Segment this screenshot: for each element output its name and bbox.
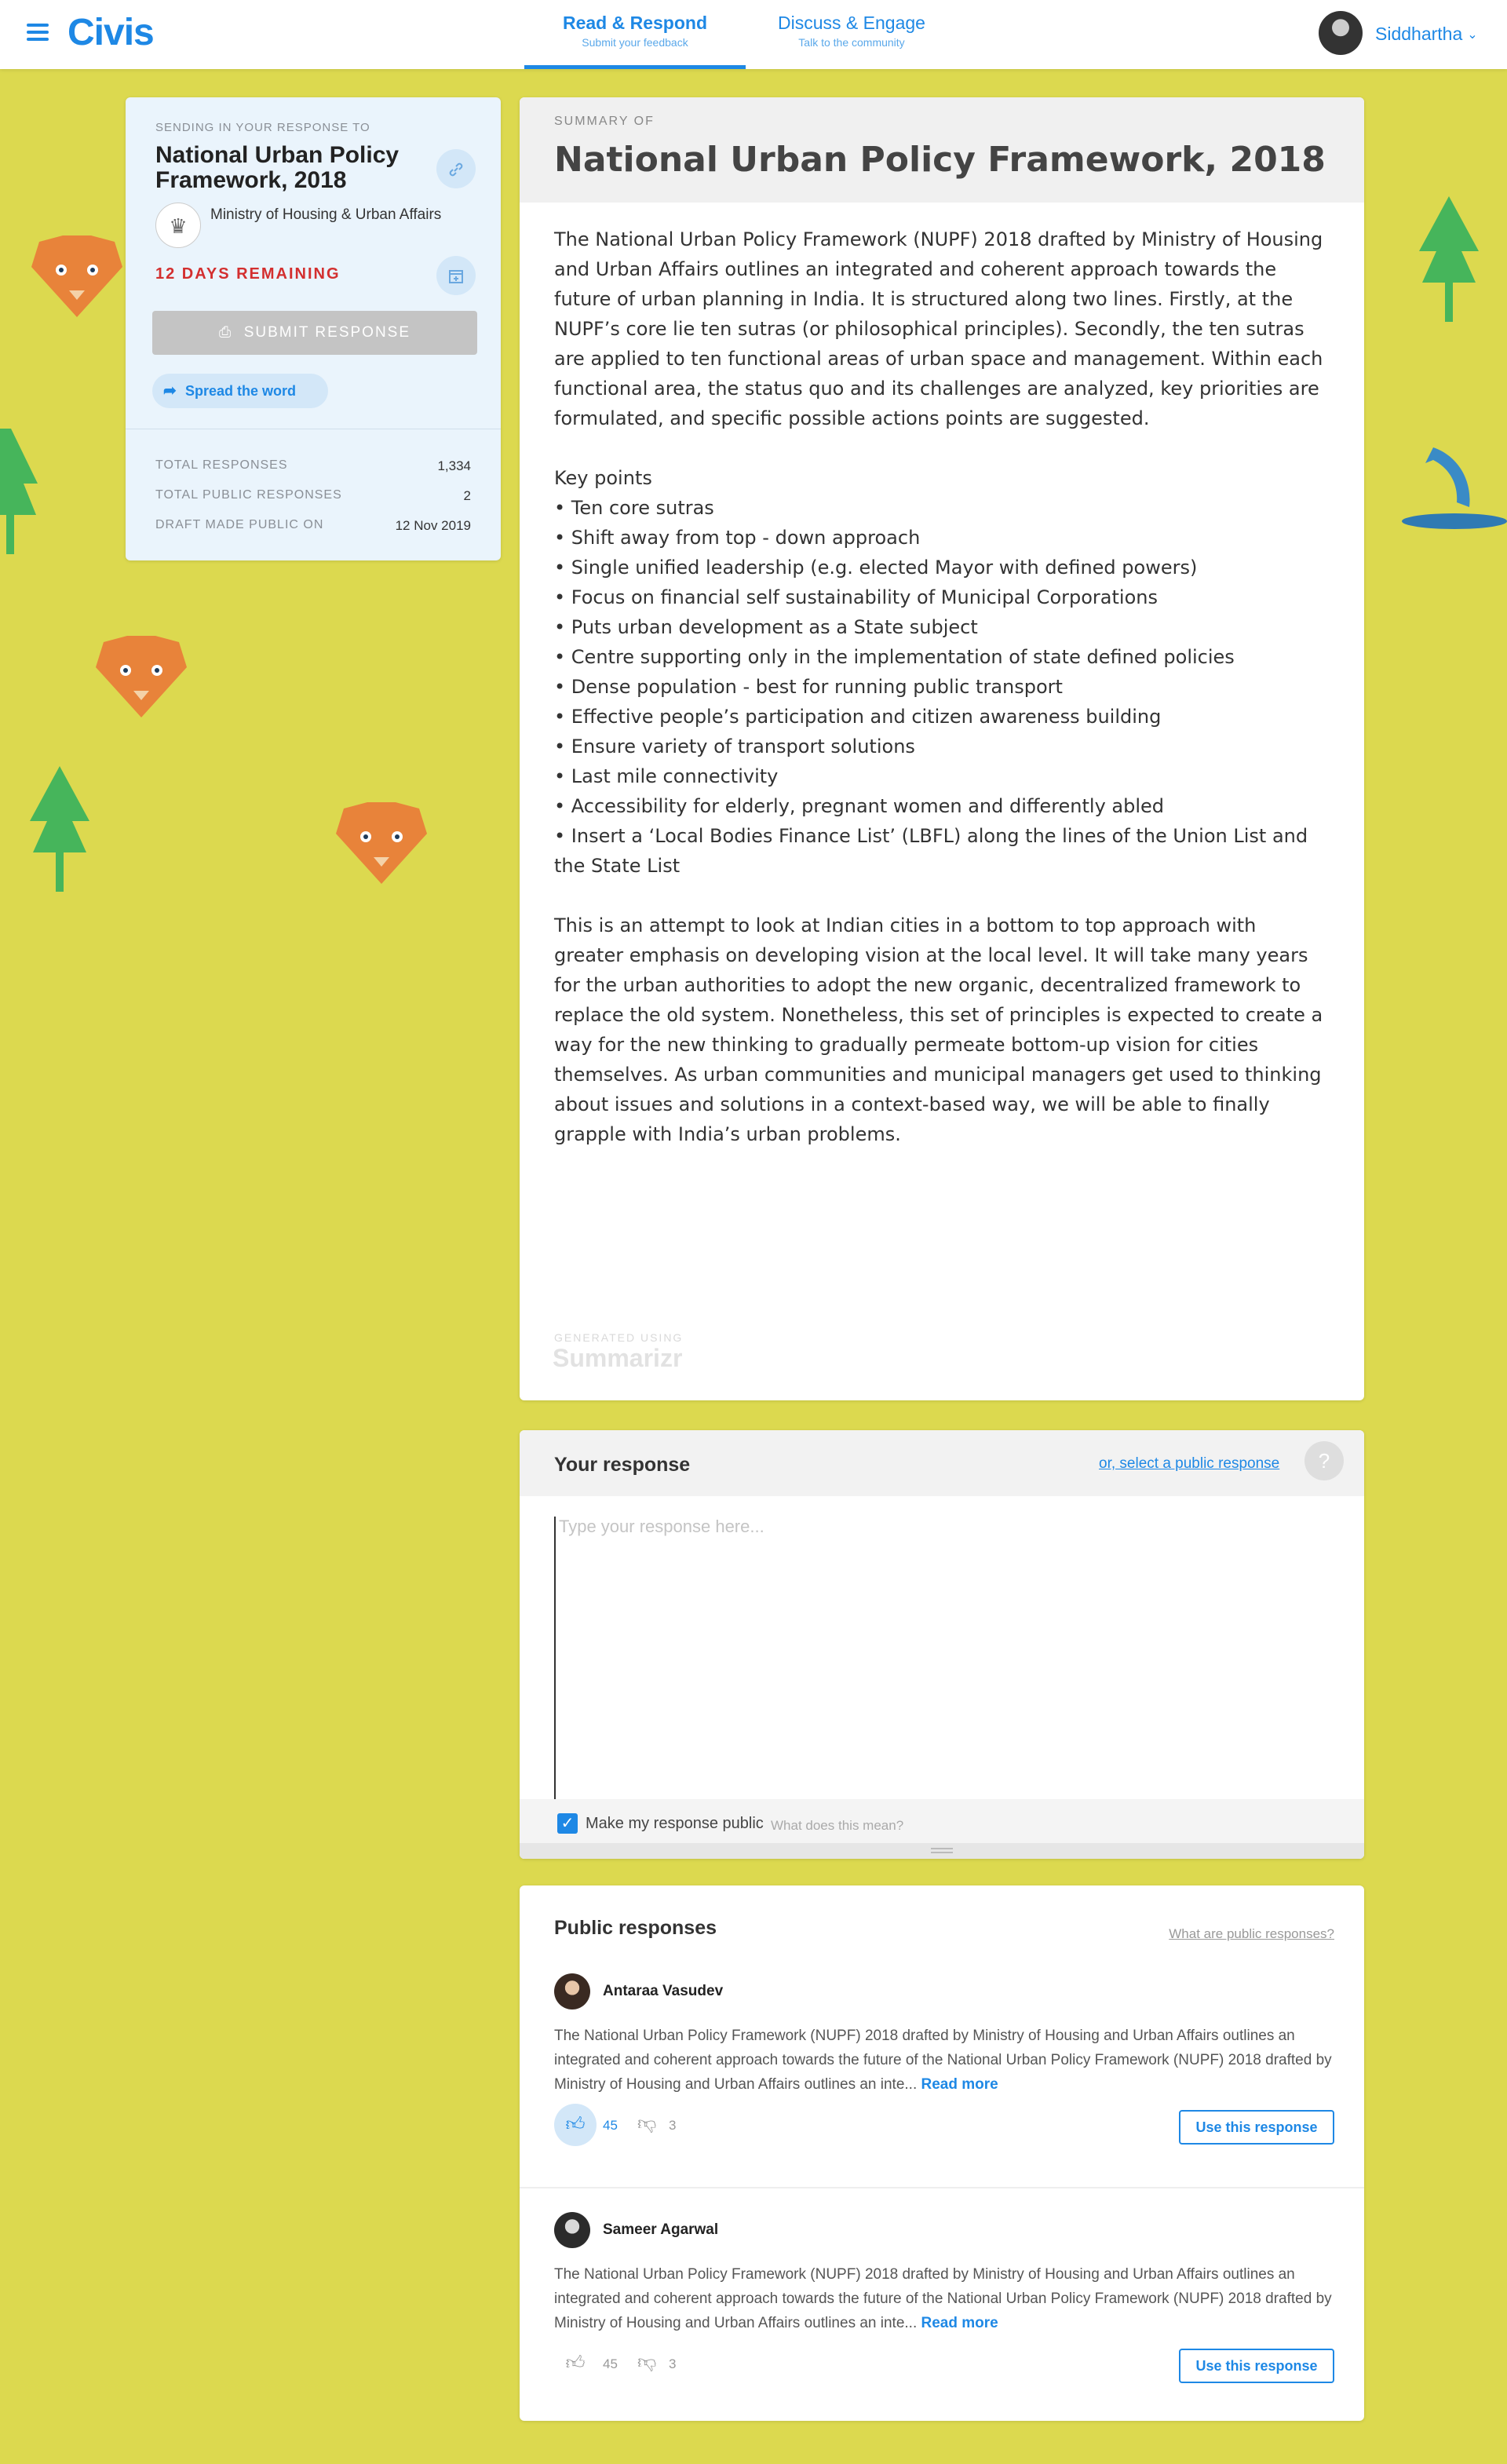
make-public-checkbox[interactable]: ✓ bbox=[557, 1813, 578, 1834]
consultation-info-card bbox=[126, 97, 501, 560]
tiger-icon bbox=[96, 636, 187, 717]
use-this-response-button[interactable]: Use this response bbox=[1179, 2349, 1334, 2383]
key-point: • Single unified leadership (e.g. elected Mayor with defined powers) bbox=[554, 553, 1331, 582]
calendar-icon[interactable] bbox=[436, 256, 476, 295]
response-footer bbox=[520, 1799, 1364, 1859]
thumbs-up-icon[interactable]: 👍︎ bbox=[565, 2353, 586, 2374]
tab-read-respond[interactable] bbox=[524, 13, 746, 69]
tab-discuss-engage[interactable] bbox=[754, 13, 950, 69]
user-menu[interactable] bbox=[1375, 24, 1478, 45]
avatar bbox=[554, 1973, 590, 2010]
public-responses-title: Public responses bbox=[554, 1917, 717, 1939]
key-point: • Insert a ‘Local Bodies Finance List’ (LBFL) along the lines of the Union List and the State List bbox=[554, 821, 1331, 881]
hamburger-icon[interactable] bbox=[27, 24, 49, 42]
stat-value: 1,334 bbox=[437, 458, 471, 473]
help-icon[interactable]: ? bbox=[1304, 1441, 1344, 1480]
key-points-list bbox=[554, 493, 1331, 881]
tiger-icon bbox=[336, 802, 427, 884]
summary-card bbox=[520, 97, 1364, 1400]
like-count: 45 bbox=[603, 2356, 618, 2371]
key-point: • Dense population - best for running public transport bbox=[554, 672, 1331, 702]
tree-decoration bbox=[0, 429, 38, 554]
excerpt-text: The National Urban Policy Framework (NUPF) 2018 drafted by Ministry of Housing and Urban Affairs outlines an integrated and coherent approach towards the future of the National Urban Policy Framework (NUPF) 2018 drafted by Ministry of Housing and Urban Affairs outlines an inte... bbox=[554, 2266, 1332, 2331]
stat-draft-public-date bbox=[155, 518, 471, 532]
thumbs-down-icon[interactable]: 👎︎ bbox=[637, 2352, 657, 2373]
spread-the-word-button[interactable] bbox=[152, 374, 328, 408]
avatar[interactable] bbox=[1319, 11, 1363, 55]
read-more-link[interactable]: Read more bbox=[921, 2315, 998, 2331]
stat-value: 12 Nov 2019 bbox=[395, 518, 471, 533]
sending-caption: SENDING IN YOUR RESPONSE TO bbox=[155, 121, 370, 134]
tree-decoration bbox=[1419, 196, 1479, 322]
thumbs-down-icon[interactable]: 👎︎ bbox=[637, 2113, 657, 2134]
response-header bbox=[520, 1430, 1364, 1496]
spread-label: Spread the word bbox=[185, 383, 297, 399]
stat-public-responses bbox=[155, 488, 471, 502]
key-point: • Accessibility for elderly, pregnant women and differently abled bbox=[554, 791, 1331, 821]
make-public-label: Make my response public bbox=[586, 1815, 764, 1832]
dislike-count: 3 bbox=[669, 2118, 677, 2133]
use-this-response-button[interactable]: Use this response bbox=[1179, 2110, 1334, 2145]
consultation-title: National Urban Policy Framework, 2018 bbox=[155, 142, 400, 193]
what-are-public-responses-link[interactable]: What are public responses? bbox=[1169, 1926, 1334, 1941]
summary-header bbox=[520, 97, 1364, 203]
select-public-response-link[interactable]: or, select a public response bbox=[1099, 1455, 1280, 1472]
submit-label: SUBMIT RESPONSE bbox=[243, 324, 411, 341]
response-excerpt bbox=[554, 2024, 1339, 2097]
list-item bbox=[520, 1950, 1364, 2187]
key-point: • Ten core sutras bbox=[554, 493, 1331, 523]
excerpt-text: The National Urban Policy Framework (NUPF) 2018 drafted by Ministry of Housing and Urban Affairs outlines an integrated and coherent approach towards the future of the National Urban Policy Framework (NUPF) 2018 drafted by Ministry of Housing and Urban Affairs outlines an inte... bbox=[554, 2028, 1332, 2093]
response-title: Your response bbox=[554, 1454, 691, 1476]
summary-conclusion: This is an attempt to look at Indian cities in a bottom to top approach with greater emphasis on developing vision at the local level. It will take many years for the urban authorities to adopt the new organic, decentralized framework to replace the old system. Nonetheless, this set of principles is expected to create a way for the new thinking to gradually permeate bottom-up vision for cities themselves. As urban communities and municipal managers get used to thinking about issues and solutions in a context-based way, we will be able to finally grapple with India’s urban problems. bbox=[554, 914, 1323, 1145]
page-title: National Urban Policy Framework, 2018 bbox=[554, 140, 1326, 180]
response-excerpt bbox=[554, 2262, 1339, 2335]
tree-decoration bbox=[30, 766, 89, 892]
tab-title: Read & Respond bbox=[562, 13, 708, 33]
key-point: • Focus on financial self sustainability of Municipal Corporations bbox=[554, 582, 1331, 612]
share-icon: ➦ bbox=[163, 382, 177, 400]
like-count: 45 bbox=[603, 2118, 618, 2133]
key-point: • Last mile connectivity bbox=[554, 761, 1331, 791]
stat-label: DRAFT MADE PUBLIC ON bbox=[155, 518, 324, 531]
read-more-link[interactable]: Read more bbox=[921, 2076, 998, 2093]
list-item bbox=[520, 2187, 1364, 2424]
grip-icon bbox=[931, 1848, 953, 1849]
summary-body bbox=[554, 224, 1331, 1179]
days-remaining: 12 DAYS REMAINING bbox=[155, 265, 341, 283]
submit-response-button[interactable] bbox=[152, 311, 477, 355]
submit-icon: ⎙ bbox=[218, 324, 244, 341]
generated-caption: GENERATED USING bbox=[554, 1331, 684, 1344]
public-responses-card bbox=[520, 1885, 1364, 2421]
key-point: • Centre supporting only in the implementation of state defined policies bbox=[554, 642, 1331, 672]
tab-subtitle: Talk to the community bbox=[798, 36, 905, 49]
top-navigation bbox=[0, 0, 1507, 69]
summary-caption: SUMMARY OF bbox=[554, 115, 655, 128]
key-point: • Effective people’s participation and citizen awareness building bbox=[554, 702, 1331, 732]
key-point: • Ensure variety of transport solutions bbox=[554, 732, 1331, 761]
stat-label: TOTAL PUBLIC RESPONSES bbox=[155, 488, 342, 502]
key-point: • Puts urban development as a State subject bbox=[554, 612, 1331, 642]
thumbs-up-icon[interactable]: 👍︎ bbox=[554, 2104, 597, 2146]
response-textarea[interactable] bbox=[554, 1517, 1323, 1799]
civis-logo[interactable]: Civis bbox=[68, 12, 154, 53]
responder-name: Sameer Agarwal bbox=[603, 2221, 719, 2238]
user-name: Siddhartha bbox=[1375, 24, 1463, 44]
key-points-heading: Key points bbox=[554, 467, 652, 489]
tab-subtitle: Submit your feedback bbox=[582, 36, 688, 49]
tab-title: Discuss & Engage bbox=[778, 13, 925, 33]
stat-total-responses bbox=[155, 458, 471, 473]
stat-value: 2 bbox=[463, 488, 471, 503]
ministry-name: Ministry of Housing & Urban Affairs bbox=[210, 206, 442, 223]
your-response-card bbox=[520, 1430, 1364, 1859]
dislike-count: 3 bbox=[669, 2356, 677, 2371]
responder-name: Antaraa Vasudev bbox=[603, 1983, 724, 1999]
link-icon[interactable] bbox=[436, 149, 476, 188]
key-point: • Shift away from top - down approach bbox=[554, 523, 1331, 553]
summary-intro: The National Urban Policy Framework (NUPF) 2018 drafted by Ministry of Housing and Urban Affairs outlines an integrated and coherent approach towards the future of urban planning in India. It is structured along two lines. Firstly, at the NUPF’s core lie ten sutras (or philosophical principles). Secondly, the ten sutras are applied to ten functional areas of urban space and management. Within each functional area, the status quo and its challenges are analyzed, key priorities are formulated, and specific possible actions points are suggested. bbox=[554, 228, 1323, 429]
stat-label: TOTAL RESPONSES bbox=[155, 458, 288, 472]
summarizr-logo: Summarizr bbox=[553, 1344, 683, 1372]
what-does-this-mean-link[interactable]: What does this mean? bbox=[771, 1818, 904, 1833]
tiger-icon bbox=[31, 235, 122, 317]
avatar bbox=[554, 2212, 590, 2248]
ministry-emblem-icon: ♛ bbox=[155, 203, 201, 248]
resize-handle[interactable] bbox=[520, 1843, 1364, 1859]
chevron-down-icon: ⌄ bbox=[1467, 28, 1478, 42]
dolphin-decoration bbox=[1402, 440, 1507, 534]
